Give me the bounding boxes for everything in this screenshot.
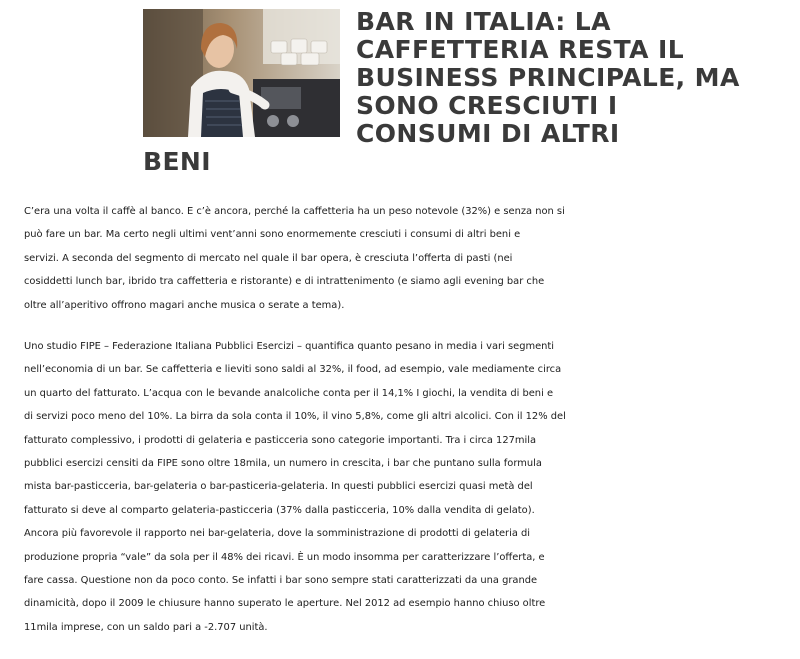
article-title: BAR IN ITALIA: LA CAFFETTERIA RESTA IL BUSINESS PRINCIPALE, MA SONO CRESCIUTI I CONSUMI DI ALTRI [356,7,740,148]
paragraph-line: dinamicità, dopo il 2009 le chiusure hanno superato le aperture. Nel 2012 ad esempio hanno chiuso oltre [24,598,546,610]
barista-photo [143,9,340,137]
paragraph-line: fatturato complessivo, i prodotti di gelateria e pasticceria sono categorie importanti. Tra i circa 127mila [24,434,537,446]
paragraph-line: oltre all’aperitivo offrono magari anche musica o serate a tema). [24,299,345,311]
paragraph-line: fatturato si deve al comparto gelateria-pasticceria (37% dalla pasticceria, 10% dalla vendita di gelato). [24,504,535,516]
paragraph-line: C’era una volta il caffè al banco. E c’è ancora, perché la caffetteria ha un peso notevole (32%) e senza non si [24,206,565,217]
paragraph-line: può fare un bar. Ma certo negli ultimi vent’anni sono enormemente cresciuti i consumi di altri beni e [24,229,521,241]
paragraph-line: fare cassa. Questione non da poco conto. Se infatti i bar sono sempre stati caratterizzati da una grande [24,575,538,587]
paragraph-line: cosiddetti lunch bar, ibrido tra caffetteria e ristorante) e di intrattenimento (e siamo agli evening bar che [24,276,545,288]
barista-illustration [143,9,340,137]
paragraph-line: un quarto del fatturato. L’acqua con le bevande analcoliche conta per il 14,1% I giochi, la vendita di beni e [24,387,554,399]
intro-paragraph [24,200,790,317]
paragraph-line: di servizi poco meno del 10%. La birra da sola conta il 10%, il vino 5,8%, come gli altri alcolici. Con il 12% del [24,411,566,423]
article-title-continuation: BENI [143,147,211,176]
paragraph-line: produzione propria “vale” da sola per il 48% dei ricavi. È un modo insomma per caratterizzare l’offerta, e [24,551,545,563]
paragraph-line: servizi. A seconda del segmento di mercato nel quale il bar opera, è cresciuta l’offerta di pasti (nei [24,252,513,264]
paragraph-line: mista bar-pasticceria, bar-gelateria o bar-pasticeria-gelateria. In questi pubblici esercizi quasi metà del [24,481,533,493]
paragraph-line: nell’economia di un bar. Se caffetteria e lieviti sono saldi al 32%, il food, ad esempio, vale mediamente circa [24,364,562,376]
paragraph-line: pubblici esercizi censiti da FIPE sono oltre 18mila, un numero in crescita, i bar che puntano sulla formula [24,458,542,470]
paragraph-line: 11mila imprese, con un saldo pari a -2.707 unità. [24,621,268,633]
fipe-study-paragraph [24,335,790,639]
paragraph-line: Ancora più favorevole il rapporto nei bar-gelateria, dove la somministrazione di prodotti di gelateria di [24,528,531,540]
paragraph-line: Uno studio FIPE – Federazione Italiana Pubblici Esercizi – quantifica quanto pesano in media i vari segmenti [24,341,555,352]
